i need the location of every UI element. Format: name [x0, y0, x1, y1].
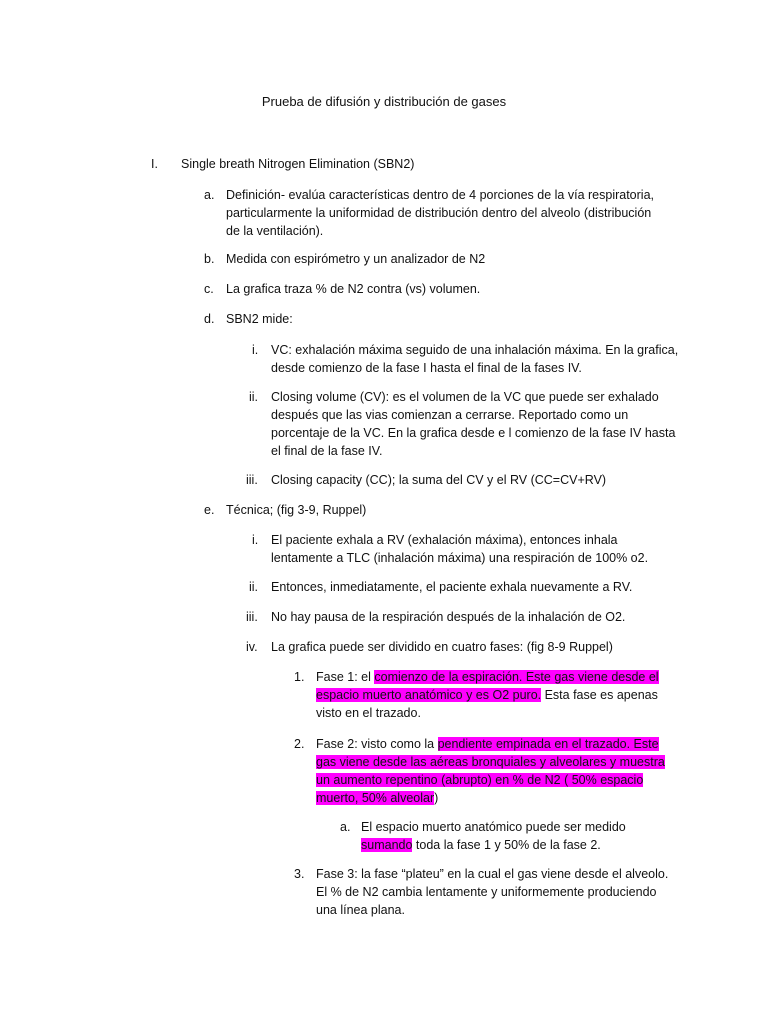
highlighted-text: un aumento repentino (abrupto) en % de N2 ( 50% espacio [316, 773, 644, 787]
item-d-iii-text: Closing capacity (CC); la suma del CV y el RV (CC=CV+RV) [271, 473, 607, 487]
item-e-i-marker: i. [252, 533, 259, 547]
fase-2-a-line: El espacio muerto anatómico puede ser medido [361, 820, 626, 834]
document-title: Prueba de difusión y distribución de gases [261, 94, 507, 109]
fase-3-line: una línea plana. [316, 903, 405, 917]
highlighted-text: sumando [361, 838, 413, 852]
item-d-ii-text [271, 388, 675, 460]
section-heading: Single breath Nitrogen Elimination (SBN2) [181, 157, 415, 171]
item-e-ii-text: Entonces, inmediatamente, el paciente exhala nuevamente a RV. [271, 580, 633, 594]
text-span: Esta fase es apenas [541, 688, 658, 702]
fase-2-a-marker: a. [340, 820, 351, 834]
fase-1-marker: 1. [294, 670, 305, 684]
item-e-i-line: El paciente exhala a RV (exhalación máxima), entonces inhala [271, 533, 618, 547]
text-span: ) [434, 791, 439, 805]
item-d-i-line: VC: exhalación máxima seguido de una inhalación máxima. En la grafica, [271, 343, 679, 357]
text-span: toda la fase 1 y 50% de la fase 2. [412, 838, 601, 852]
item-d-text: SBN2 mide: [226, 312, 293, 326]
item-e-iv-marker: iv. [246, 640, 258, 654]
item-e-iii-marker: iii. [246, 610, 258, 624]
item-a-marker: a. [204, 188, 215, 202]
item-d-ii-line: Closing volume (CV): es el volumen de la VC que puede ser exhalado [271, 390, 659, 404]
item-d-ii-marker: ii. [249, 390, 259, 404]
fase-2-line [316, 771, 665, 789]
fase-1-line [316, 686, 659, 704]
section-marker: I. [151, 157, 158, 171]
text-span: Fase 2: visto como la [316, 737, 438, 751]
item-d-i-marker: i. [252, 343, 259, 357]
highlighted-text: pendiente empinada en el trazado. Este [437, 737, 659, 751]
text-span: Fase 1: el [316, 670, 375, 684]
fase-2-line [316, 789, 665, 807]
fase-2-line [316, 735, 665, 753]
fase-2-text [316, 735, 665, 807]
fase-2-line [316, 753, 665, 771]
item-b-text: Medida con espirómetro y un analizador de N2 [226, 252, 486, 266]
fase-2-a-line [361, 836, 626, 854]
highlighted-text: comienzo de la espiración. Este gas viene desde el [374, 670, 659, 684]
item-a-line: Definición- evalúa características dentro de 4 porciones de la vía respiratoria, [226, 188, 654, 202]
item-a-line: de la ventilación). [226, 224, 324, 238]
item-e-i-text [271, 531, 648, 567]
item-e-i-line: lentamente a TLC (inhalación máxima) una respiración de 100% o2. [271, 551, 649, 565]
highlighted-text: espacio muerto anatómico y es O2 puro. [316, 688, 542, 702]
item-e-ii-marker: ii. [249, 580, 259, 594]
fase-1-line [316, 668, 659, 686]
item-d-marker: d. [204, 312, 215, 326]
fase-2-a-text [361, 818, 626, 854]
item-b-marker: b. [204, 252, 215, 266]
item-e-iii-text: No hay pausa de la respiración después de la inhalación de O2. [271, 610, 626, 624]
fase-3-marker: 3. [294, 867, 305, 881]
fase-3-line: Fase 3: la fase “plateu” en la cual el gas viene desde el alveolo. [316, 867, 669, 881]
item-d-i-text [271, 341, 678, 377]
fase-3-line: El % de N2 cambia lentamente y uniformemente produciendo [316, 885, 657, 899]
item-e-iv-text: La grafica puede ser dividido en cuatro fases: (fig 8-9 Ruppel) [271, 640, 613, 654]
item-e-marker: e. [204, 503, 215, 517]
item-a-text [226, 186, 654, 240]
fase-3-text [316, 865, 668, 919]
item-a-line: particularmente la uniformidad de distribución dentro del alveolo (distribución [226, 206, 652, 220]
item-c-text: La grafica traza % de N2 contra (vs) volumen. [226, 282, 481, 296]
item-d-ii-line: el final de la fase IV. [271, 444, 383, 458]
fase-1-line: visto en el trazado. [316, 706, 421, 720]
fase-1-text [316, 668, 659, 722]
item-d-iii-marker: iii. [246, 473, 258, 487]
item-c-marker: c. [204, 282, 214, 296]
highlighted-text: gas viene desde las aéreas bronquiales y alveolares y muestra [316, 755, 665, 769]
highlighted-text: muerto, 50% alveolar [316, 791, 435, 805]
item-d-i-line: desde comienzo de la fase I hasta el final de la fases IV. [271, 361, 582, 375]
fase-2-marker: 2. [294, 737, 305, 751]
item-d-ii-line: porcentaje de la VC. En la grafica desde e l comienzo de la fase IV hasta [271, 426, 676, 440]
item-e-text: Técnica; (fig 3-9, Ruppel) [226, 503, 367, 517]
item-d-ii-line: después que las vias comienzan a cerrarse. Reportado como un [271, 408, 629, 422]
